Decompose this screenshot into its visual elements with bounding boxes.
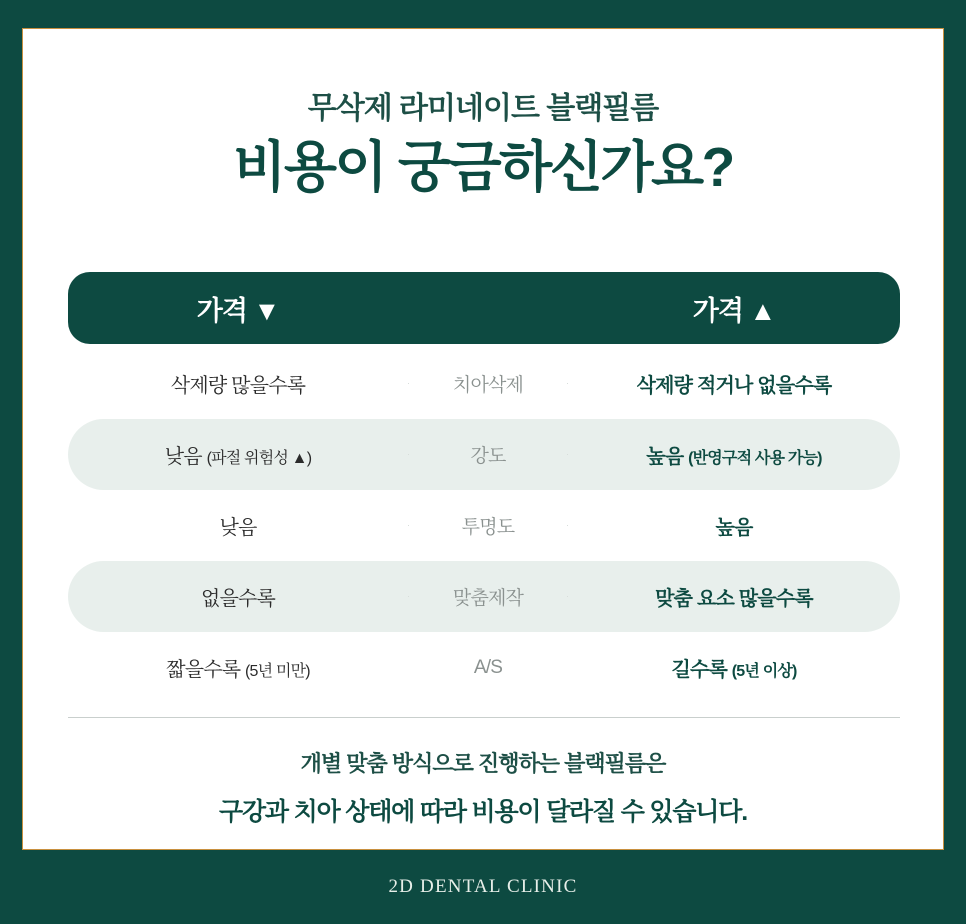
table-bottom-divider bbox=[68, 717, 900, 718]
row-left-note: (파절 위험성 ▲) bbox=[206, 450, 312, 467]
row-left-text: 없을수록 bbox=[200, 588, 276, 610]
row-right-value bbox=[568, 653, 900, 682]
row-right-text: 길수록 bbox=[671, 659, 732, 681]
row-category: 강도 bbox=[408, 441, 568, 468]
row-left-value bbox=[68, 653, 408, 682]
row-left-text: 짧을수록 bbox=[166, 659, 246, 681]
footnote-line-2: 구강과 치아 상태에 따라 비용이 달라질 수 있습니다. bbox=[219, 798, 747, 826]
row-left-text: 낮음 bbox=[164, 446, 207, 468]
row-category: A/S bbox=[408, 657, 568, 679]
row-category: 치아삭제 bbox=[408, 370, 568, 397]
row-left-note: (5년 미만) bbox=[245, 663, 310, 680]
table-row bbox=[68, 348, 900, 419]
row-right-text: 높음 bbox=[646, 446, 689, 468]
table-row bbox=[68, 490, 900, 561]
row-category: 투명도 bbox=[408, 512, 568, 539]
row-right-value bbox=[568, 582, 900, 611]
table-row bbox=[68, 419, 900, 490]
row-left-text: 낮음 bbox=[219, 517, 257, 539]
row-right-text: 높음 bbox=[715, 517, 753, 539]
comparison-table bbox=[68, 272, 900, 718]
row-right-note: (5년 이상) bbox=[731, 663, 797, 680]
sub-title: 무삭제 라미네이트 블랙필름 bbox=[307, 92, 659, 125]
table-body bbox=[68, 348, 900, 703]
row-right-value bbox=[568, 369, 900, 398]
table-header-row bbox=[68, 272, 900, 344]
content-card bbox=[22, 28, 944, 850]
row-right-note: (반영구적 사용 가능) bbox=[688, 450, 822, 467]
row-left-value bbox=[68, 369, 408, 398]
row-left-text: 삭제량 많을수록 bbox=[170, 375, 306, 397]
row-right-text: 삭제량 적거나 없을수록 bbox=[636, 375, 832, 397]
row-left-value bbox=[68, 582, 408, 611]
clinic-brand-name: 2D DENTAL CLINIC bbox=[388, 876, 578, 897]
page-title: 비용이 궁금하신가요? bbox=[233, 136, 733, 198]
row-left-value bbox=[68, 440, 408, 469]
table-row bbox=[68, 561, 900, 632]
row-right-value bbox=[568, 511, 900, 540]
footnote-block bbox=[23, 747, 943, 828]
column-header-right: 가격 ▲ bbox=[692, 295, 776, 326]
row-right-value bbox=[568, 440, 900, 469]
row-right-text: 맞춤 요소 많을수록 bbox=[655, 588, 813, 610]
column-header-left: 가격 ▼ bbox=[196, 295, 280, 326]
row-category: 맞춤제작 bbox=[408, 583, 568, 610]
table-row bbox=[68, 632, 900, 703]
footnote-line-1: 개별 맞춤 방식으로 진행하는 블랙필름은 bbox=[300, 751, 666, 776]
header-block bbox=[23, 29, 943, 197]
row-left-value bbox=[68, 511, 408, 540]
